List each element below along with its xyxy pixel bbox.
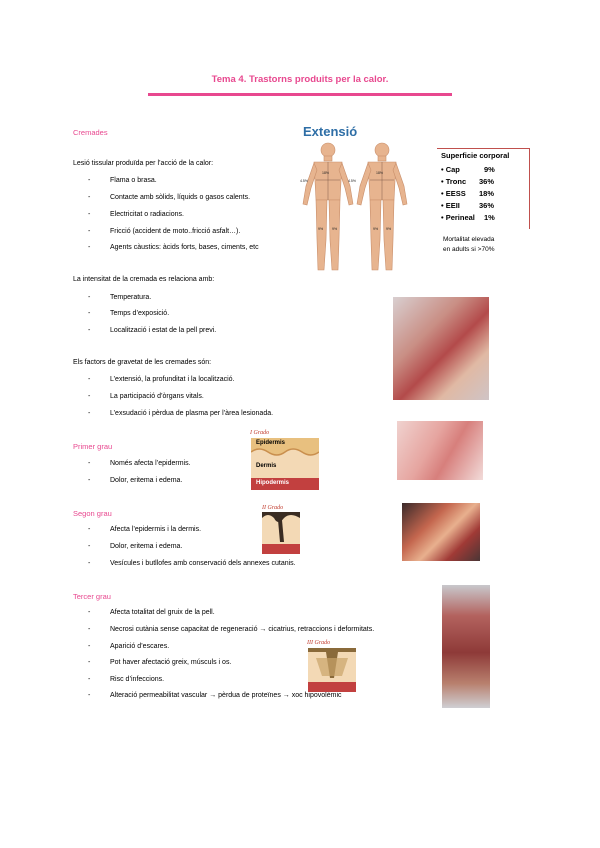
surface-row-value: 9% [484,165,495,174]
list-item: - La participació d’òrgans vitals. [110,393,204,400]
mortality-note: en adults si >70% [443,246,495,253]
list-item: - Temps d’exposició. [110,310,169,317]
section-heading-primer-grau: Primer grau [73,442,113,451]
second-degree-photo [402,503,480,561]
skin-layers-diagram-second-degree [262,512,300,554]
list-item: - Necrosi cutània sense capacitat de regeneració → cicatrius, retraccions i deformitats. [110,626,374,633]
third-degree-photo [442,585,490,708]
list-item: - L’extensió, la profunditat i la localització. [110,376,235,383]
list-item: - Només afecta l’epidermis. [110,460,191,467]
figure-label-first-degree: I Grado [250,430,270,436]
title-underline [148,93,452,96]
figure-label-second-degree: II Grado [262,505,284,511]
layer-label-dermis: Dermis [256,463,277,469]
list-item: - Temperatura. [110,294,151,301]
list-item: - Afecta totalitat del gruix de la pell. [110,609,215,616]
surface-row-label: • EEII [441,201,460,210]
list-item: - Aparició d’escares. [110,643,169,650]
surface-row-value: 1% [484,213,495,222]
body-surface-panel-title: Superficie corporal [441,151,510,160]
cremades-intro: Lesió tissular produïda per l’acció de la calor: [73,160,214,167]
surface-row-label: • Perineal [441,213,475,222]
list-item: - Dolor, eritema i edema. [110,543,182,550]
section-heading-tercer-grau: Tercer grau [73,592,111,601]
skin-layers-diagram-third-degree [308,648,356,692]
intensity-intro: La intensitat de la cremada es relaciona amb: [73,276,215,283]
page-title: Tema 4. Trastorns produits per la calor. [211,74,389,85]
svg-text:9%: 9% [332,227,338,231]
surface-row-label: • EESS [441,189,466,198]
section-heading-segon-grau: Segon grau [73,509,112,518]
list-item: - Vesícules i butllofes amb conservació dels annexes cutanis. [110,560,296,567]
mortality-note: Mortalitat elevada [443,236,495,243]
surface-row-value: 18% [479,189,495,198]
list-item: - Contacte amb sòlids, líquids o gasos calents. [110,194,250,201]
surface-row-value: 36% [479,201,495,210]
layer-label-hipodermis: Hipodermis [256,480,290,486]
list-item: - Agents càustics: àcids forts, bases, ciments, etc [110,244,259,251]
section-heading-cremades: Cremades [73,128,108,137]
list-item: - L’exsudació i pèrdua de plasma per l’àrea lesionada. [110,410,273,417]
list-item: - Pot haver afectació greix, músculs i os. [110,659,231,666]
svg-text:18%: 18% [322,171,330,175]
list-item: - Dolor, eritema i edema. [110,477,182,484]
surface-row-value: 36% [479,177,495,186]
list-item: - Afecta l’epidermis i la dermis. [110,526,201,533]
list-item: - Fricció (accident de moto..fricció asfalt…). [110,228,240,235]
surface-row-label: • Tronc [441,177,467,186]
svg-text:9%: 9% [386,227,392,231]
list-item: - Flama o brasa. [110,177,157,184]
first-degree-photo [397,421,483,480]
body-surface-diagram [296,140,414,276]
list-item: - Alteració permeabilitat vascular → pèrdua de proteïnes → xoc hipovolèmic [110,692,342,699]
figure-label-third-degree: III Grado [307,640,331,646]
burn-photo-arm [393,297,489,400]
svg-text:4.5%: 4.5% [300,179,308,183]
list-item: - Risc d’infeccions. [110,676,164,683]
svg-text:18%: 18% [376,171,384,175]
svg-text:4.5%: 4.5% [348,179,356,183]
svg-text:9%: 9% [318,227,324,231]
severity-intro: Els factors de gravetat de les cremades són: [73,359,212,366]
list-item: - Localització i estat de la pell previ. [110,327,216,334]
list-item: - Electricitat o radiacions. [110,211,184,218]
layer-label-epidermis: Epidermis [256,440,286,446]
extension-figure-title: Extensió [303,124,358,139]
svg-text:9%: 9% [373,227,379,231]
surface-row-label: • Cap [441,165,460,174]
